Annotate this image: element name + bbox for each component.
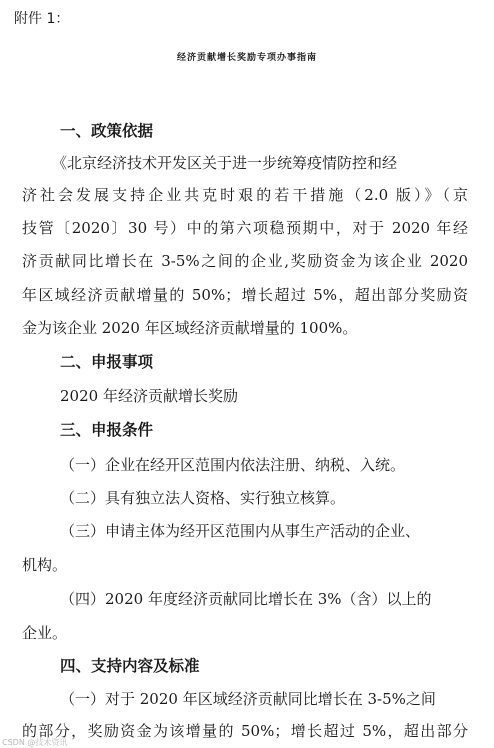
attachment-label: 附件 1： <box>14 11 70 27</box>
paragraph-line: （四）2020 年度经济贡献同比增长在 3%（含）以上的 <box>60 590 432 608</box>
section-heading-application-item: 二、申报事项 <box>60 353 154 371</box>
paragraph-line: 的部分，奖励资金为该增量的 50%；增长超过 5%，超出部分 <box>22 722 468 740</box>
paragraph-line: （一）企业在经开区范围内依法注册、纳税、入统。 <box>60 456 406 474</box>
paragraph-line: 金为该企业 2020 年区域经济贡献增量的 100%。 <box>22 319 358 337</box>
section-heading-conditions: 三、申报条件 <box>60 421 154 439</box>
paragraph-line: （一）对于 2020 年区域经济贡献同比增长在 3-5%之间 <box>60 690 436 708</box>
document-title: 经济贡献增长奖励专项办事指南 <box>176 53 317 63</box>
section-heading-policy-basis: 一、政策依据 <box>60 122 154 140</box>
paragraph-line: 技管〔2020〕30 号）中的第六项稳预期中，对于 2020 年经 <box>22 219 468 237</box>
paragraph-line: 年区域经济贡献增量的 50%；增长超过 5%，超出部分奖励资 <box>22 286 468 304</box>
paragraph-line: 企业。 <box>22 624 68 642</box>
watermark: CSDN @技术资讯 <box>2 738 68 747</box>
paragraph-line: 《北京经济技术开发区关于进一步统筹疫情防控和经 <box>52 154 398 172</box>
paragraph-line: （三）申请主体为经开区范围内从事生产活动的企业、 <box>60 522 421 540</box>
paragraph-line: （二）具有独立法人资格、实行独立核算。 <box>60 489 346 507</box>
paragraph-line: 2020 年经济贡献增长奖励 <box>60 387 238 405</box>
paragraph-line: 济贡献同比增长在 3-5%之间的企业,奖励资金为该企业 2020 <box>22 252 468 270</box>
section-heading-support-content: 四、支持内容及标准 <box>60 657 200 675</box>
paragraph-line: 济社会发展支持企业共克时艰的若干措施（2.0 版）》（京 <box>22 186 468 204</box>
paragraph-line: 机构。 <box>22 556 68 574</box>
